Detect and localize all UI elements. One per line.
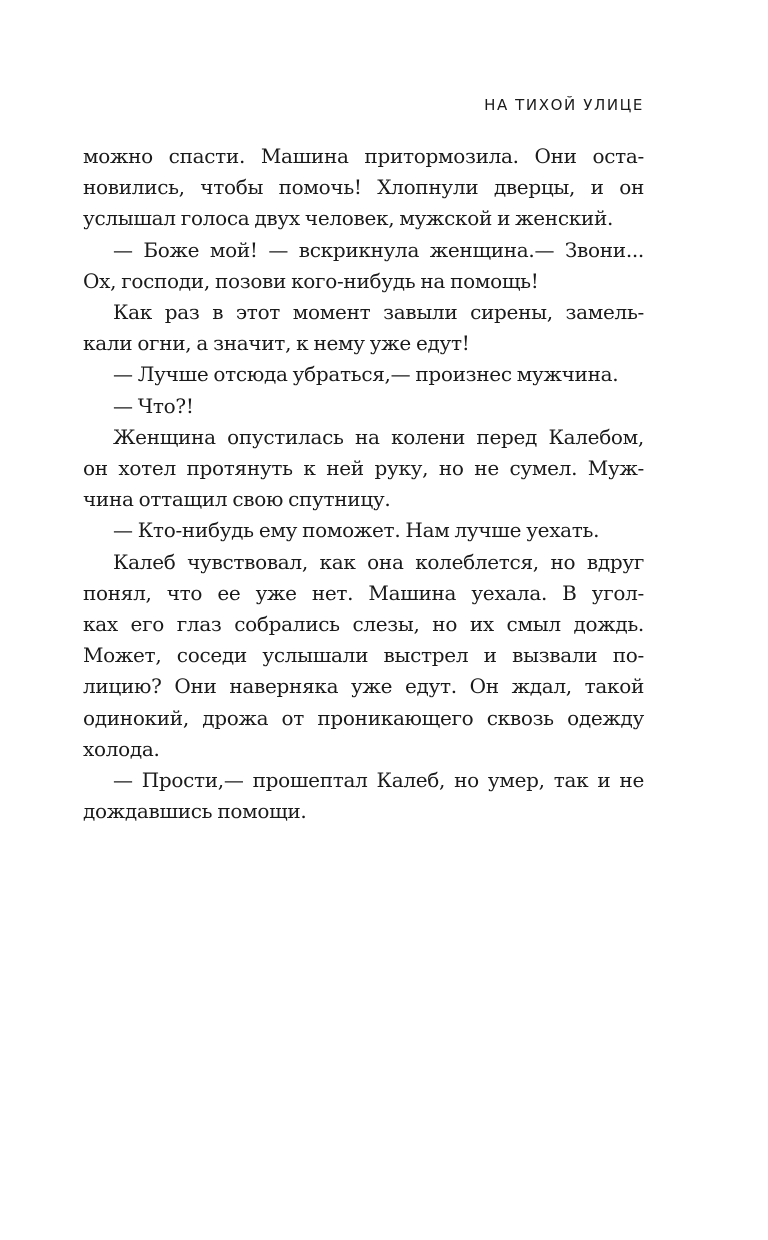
- text-line: Калеб чувствовал, как она колеблется, но вдруг: [113, 549, 644, 574]
- text-line: Женщина опустилась на колени перед Калебом,: [113, 424, 644, 449]
- paragraph: [83, 297, 644, 359]
- paragraph: [83, 359, 644, 390]
- text-line: он хотел протянуть к ней руку, но не сумел. Муж-: [83, 456, 644, 481]
- body-text: [83, 141, 644, 827]
- text-line: ках его глаз собрались слезы, но их смыл дождь.: [83, 612, 644, 637]
- paragraph: [83, 235, 644, 297]
- text-line: Может, соседи услышали выстрел и вызвали по-: [83, 643, 644, 668]
- text-line: можно спасти. Машина притормозила. Они оста-: [83, 144, 644, 168]
- text-line: Ох, господи, позови кого-нибудь на помощь!: [83, 268, 539, 293]
- paragraph: [83, 422, 644, 516]
- paragraph: [83, 141, 644, 235]
- paragraph: [83, 765, 644, 827]
- text-line: новились, чтобы помочь! Хлопнули дверцы, и он: [83, 175, 644, 200]
- running-head-title: НА ТИХОЙ УЛИЦЕ: [484, 96, 644, 114]
- paragraph: [83, 391, 644, 422]
- text-line: — Боже мой! — вскрикнула женщина.— Звони...: [113, 237, 644, 262]
- text-line: — Лучше отсюда убраться,— произнес мужчина.: [113, 362, 619, 387]
- text-line: чина оттащил свою спутницу.: [83, 487, 391, 512]
- text-line: услышал голоса двух человек, мужской и женский.: [83, 206, 614, 231]
- text-line: дождавшись помощи.: [83, 799, 307, 824]
- text-line: Как раз в этот момент завыли сирены, замель-: [113, 300, 644, 325]
- paragraph: [83, 515, 644, 546]
- text-line: холода.: [83, 736, 160, 761]
- text-line: — Что?!: [113, 393, 194, 418]
- text-line: — Кто-нибудь ему поможет. Нам лучше уехать.: [113, 518, 600, 543]
- text-line: кали огни, а значит, к нему уже едут!: [83, 331, 470, 356]
- text-line: — Прости,— прошептал Калеб, но умер, так и не: [113, 768, 644, 793]
- paragraph: [83, 547, 644, 765]
- text-line: лицию? Они наверняка уже едут. Он ждал, такой: [83, 674, 644, 699]
- text-line: одинокий, дрожа от проникающего сквозь одежду: [83, 705, 644, 730]
- text-line: понял, что ее уже нет. Машина уехала. В угол-: [83, 580, 644, 605]
